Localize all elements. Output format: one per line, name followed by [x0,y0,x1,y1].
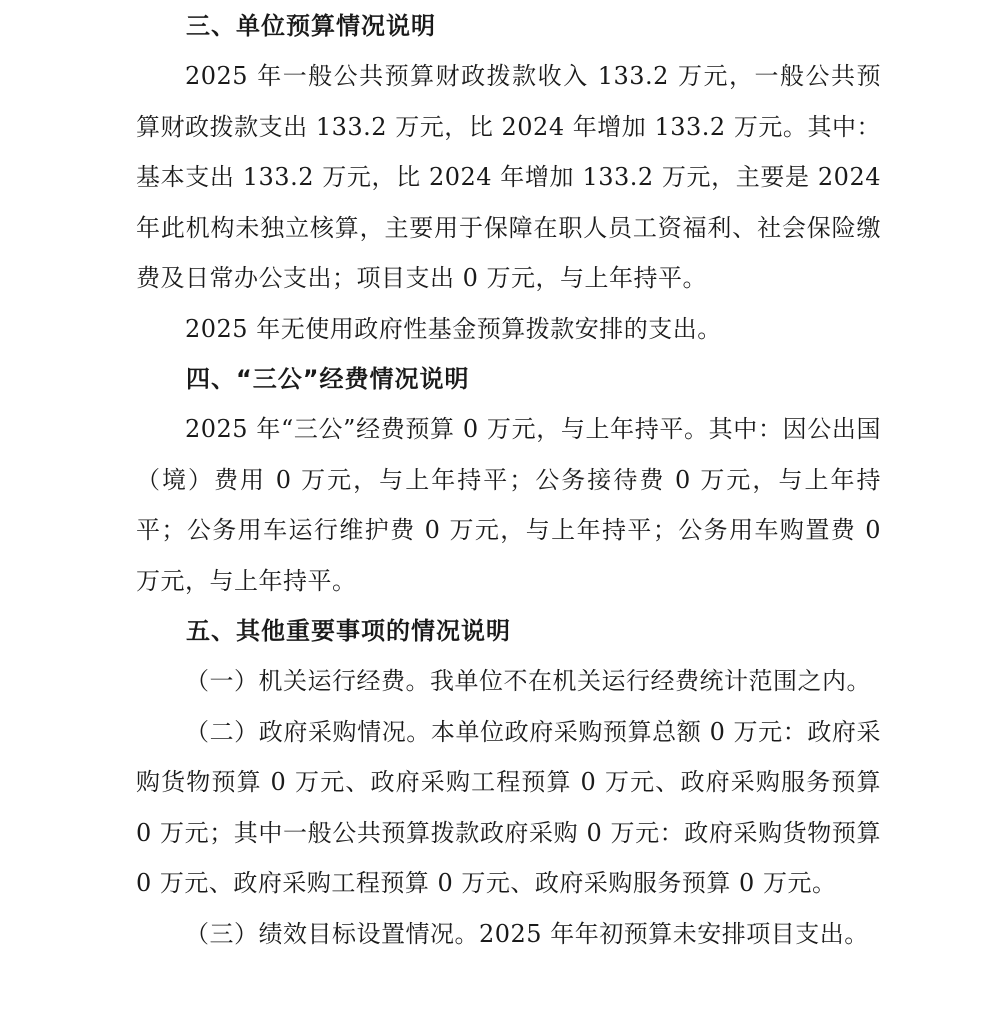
section-heading-three-public: 四、“三公”经费情况说明 [186,365,470,393]
section-heading-other-matters: 五、其他重要事项的情况说明 [186,617,511,645]
paragraph-operating-funds: （一）机关运行经费。我单位不在机关运行经费统计范围之内。 [185,667,871,695]
paragraph-budget-general: 2025 年一般公共预算财政拨款收入 133.2 万元，一般公共预算财政拨款支出 133.2 万元，比 2024 年增加 133.2 万元。其中：基本支出 133.2 万元，比 2024 年增加 133.2 万元，主要是 2024 年此机构未独立核算，主要用于保障在职人员工资福利、社会保险缴费及日常办公支出；项目支出 0 万元，与上年持平。 [136,62,881,292]
section-heading-budget: 三、单位预算情况说明 [186,12,436,40]
paragraph-procurement: （二）政府采购情况。本单位政府采购预算总额 0 万元：政府采购货物预算 0 万元、政府采购工程预算 0 万元、政府采购服务预算 0 万元；其中一般公共预算拨款政府采购 0 万元：政府采购货物预算 0 万元、政府采购工程预算 0 万元、政府采购服务预算 0 万元。 [136,717,881,897]
paragraph-three-public: 2025 年“三公”经费预算 0 万元，与上年持平。其中：因公出国（境）费用 0 万元，与上年持平；公务接待费 0 万元，与上年持平；公务用车运行维护费 0 万元，与上年持平；公务用车购置费 0 万元，与上年持平。 [136,415,881,595]
paragraph-performance-goals: （三）绩效目标设置情况。2025 年年初预算未安排项目支出。 [185,919,869,948]
paragraph-budget-fund: 2025 年无使用政府性基金预算拨款安排的支出。 [185,314,722,343]
document-page [136,0,881,959]
